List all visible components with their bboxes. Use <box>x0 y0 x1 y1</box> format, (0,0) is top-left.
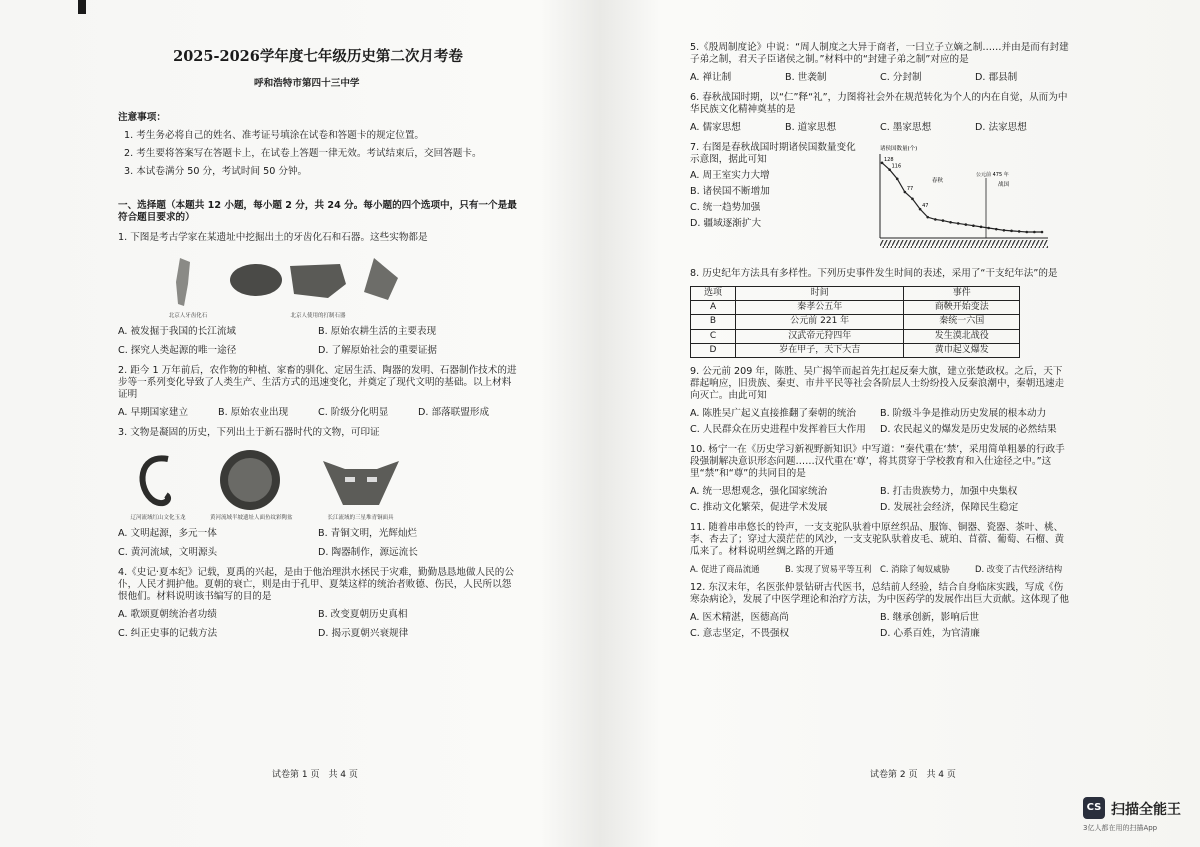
question-text: 7. 右图是春秋战国时期诸侯国数量变化示意图，据此可知 <box>690 141 856 165</box>
page-1-footer: 试卷第 1 页 共 4 页 <box>272 770 358 780</box>
question-1-images <box>158 254 518 320</box>
options <box>690 408 1070 436</box>
question-text: 6. 春秋战国时期，以“仁”释“礼”，力图将社会外在规范转化为个人的内在自觉，从而为中华民族文化精神奠基的是 <box>690 91 1068 115</box>
question-12 <box>690 582 1070 640</box>
y-axis-label: 诸侯国数量(个) <box>880 145 918 152</box>
table-cell: 汉武帝元狩四年 <box>736 329 904 343</box>
figure-caption: 北京人使用的打制石器 <box>290 312 346 319</box>
option-b: B. 诸侯国不断增加 <box>690 185 770 197</box>
data-point <box>995 228 998 231</box>
notice-item: 1. 考生务必将自己的姓名、准考证号填涂在试卷和答题卡的规定位置。 <box>124 130 425 142</box>
table-row <box>691 343 1020 357</box>
page-2 <box>690 42 1070 640</box>
data-point <box>980 225 983 228</box>
option-c: C. 推动文化繁荣，促进学术发展 <box>690 502 828 513</box>
option-d: D. 发展社会经济，保障民生稳定 <box>880 502 1019 513</box>
question-11 <box>690 522 1070 574</box>
option-d: D. 心系百姓，为官清廉 <box>880 628 980 640</box>
option-b: B. 道家思想 <box>785 121 837 133</box>
question-text: 2. 距今 1 万年前后，农作物的种植、家畜的驯化、定居生活、陶器的发明、石器制作技术的进步等一系列变化导致了人类生产、生活方式的迅速变化，并奠定了现代文明的基础。以上材料证明 <box>118 364 517 400</box>
table-cell: 发生漠北战役 <box>904 329 1020 343</box>
question-3-images <box>128 449 518 522</box>
option-d: D. 揭示夏朝兴衰规律 <box>318 627 409 639</box>
notice-item: 2. 考生要将答案写在答题卡上，在试卷上答题一律无效。考试结束后，交回答题卡。 <box>124 148 482 160</box>
data-label: 77 <box>906 185 914 192</box>
table-row <box>691 301 1020 315</box>
table-cell: 公元前 221 年 <box>736 315 904 329</box>
data-point <box>934 218 937 221</box>
data-label: 47 <box>922 203 929 210</box>
option-d: D. 农民起义的爆发是历史发展的必然结果 <box>880 424 1057 436</box>
question-text: 11. 随着串串悠长的铃声，一支支驼队驮着中原丝织品、服饰、铜器、瓷器、茶叶、桃、李、杏去了；穿过大漠茫茫的风沙，一支支驼队驮着皮毛、琥珀、苜蓿、葡萄、石榴、黄瓜来了。材料说明丝绸之路的开通 <box>690 521 1065 557</box>
table-cell: 黄巾起义爆发 <box>904 343 1020 357</box>
option-b: B. 原始农业出现 <box>218 406 289 418</box>
figure-caption: 黄河流域半坡遗址人面鱼纹彩陶盆 <box>210 514 293 521</box>
data-point <box>949 221 952 224</box>
data-point <box>881 161 884 164</box>
option-d: D. 改变了古代经济结构 <box>975 563 1063 574</box>
option-a: A. 儒家思想 <box>690 121 741 133</box>
option-a: A. 医术精湛，医德高尚 <box>690 612 789 624</box>
table-header: 事件 <box>904 286 1020 300</box>
option-b: B. 原始农耕生活的主要表现 <box>318 325 437 337</box>
option-b: B. 世袭制 <box>785 71 827 83</box>
option-c: C. 人民群众在历史进程中发挥着巨大作用 <box>690 424 866 436</box>
data-point <box>972 224 975 227</box>
option-c: C. 纠正史事的记载方法 <box>118 627 218 639</box>
table-row <box>691 329 1020 343</box>
option-c: C. 意志坚定，不畏强权 <box>690 628 790 640</box>
scanner-app-name: 扫描全能王 <box>1111 802 1181 818</box>
options <box>690 564 1070 575</box>
school-name: 呼和浩特市第四十三中学 <box>254 78 360 90</box>
option-a: A. 陈胜吴广起义直接推翻了秦朝的统治 <box>690 408 856 420</box>
data-point <box>1003 229 1006 232</box>
data-point <box>1033 231 1036 234</box>
x-tick-labels <box>880 240 1048 248</box>
jade-dragon-figure <box>128 449 188 522</box>
data-point <box>942 219 945 222</box>
option-b: B. 青铜文明，光辉灿烂 <box>318 527 418 539</box>
data-point <box>904 191 907 194</box>
question-text: 5.《殷周制度论》中说：“周人制度之大异于商者，一曰立子立嫡之制……并由是而有封建子弟之制，君天子臣诸侯之制。”材料中的“封建子弟之制”对应的是 <box>690 42 1069 65</box>
option-a: A. 歌颂夏朝统治者功绩 <box>118 608 217 620</box>
bronze-mask-figure <box>315 449 407 522</box>
option-b: B. 继承创新，影响后世 <box>880 612 980 624</box>
data-point <box>919 208 922 211</box>
question-6 <box>690 92 1070 134</box>
option-c: C. 分封制 <box>880 71 922 83</box>
data-point <box>1010 229 1013 232</box>
option-a: A. 统一思想观念，强化国家统治 <box>690 486 828 498</box>
data-point <box>1041 231 1044 234</box>
tooth-fossil-figure <box>158 254 218 320</box>
question-4 <box>118 567 518 640</box>
question-5 <box>690 42 1070 84</box>
options <box>690 612 1070 640</box>
notice-list <box>118 130 518 178</box>
question-text: 8. 历史纪年方法具有多样性。下列历史事件发生时间的表述，采用了“干支纪年法”的是 <box>690 267 1058 279</box>
stone-tools-image <box>228 254 408 309</box>
data-point <box>888 168 891 171</box>
figure-caption: 辽河流域红山文化玉龙 <box>130 514 186 521</box>
options <box>118 407 518 419</box>
options <box>118 326 518 357</box>
data-labels <box>884 157 928 209</box>
exam-title: 2025-2026学年度七年级历史第二次月考卷 <box>173 48 463 65</box>
pottery-basin-figure <box>210 449 293 522</box>
notice-item: 3. 本试卷满分 50 分，考试时间 50 分钟。 <box>124 166 308 178</box>
table-header-row <box>691 286 1020 300</box>
data-point <box>911 197 914 200</box>
figure-caption: 长江流域的三星堆青铜面具 <box>327 514 394 521</box>
notice-heading: 注意事项： <box>118 112 166 124</box>
option-a: A. 禅让制 <box>690 71 732 83</box>
option-a: A. 文明起源，多元一体 <box>118 527 217 539</box>
scanner-logo-icon: CS <box>1083 797 1105 819</box>
tooth-fossil-image <box>158 254 218 309</box>
option-c: C. 阶级分化明显 <box>318 406 389 418</box>
table-header: 时间 <box>736 286 904 300</box>
option-d: D. 部落联盟形成 <box>418 406 490 418</box>
options <box>118 528 518 559</box>
page-2-footer: 试卷第 2 页 共 4 页 <box>870 770 956 780</box>
state-count-chart <box>872 142 1052 258</box>
data-point <box>987 227 990 230</box>
option-b: B. 实现了贸易平等互利 <box>785 563 872 574</box>
option-a: A. 周王室实力大增 <box>690 169 770 181</box>
table-row <box>691 315 1020 329</box>
question-text: 10. 杨宁一在《历史学习新视野新知识》中写道：“秦代重在‘禁’，采用简单粗暴的行政手段强制解决意识形态问题……汉代重在‘尊’，将其贯穿于学校教育和入仕途径之中。”这里“禁”和“尊”的共同目的是 <box>690 444 1065 480</box>
question-10 <box>690 444 1070 514</box>
option-b: B. 阶级斗争是推动历史发展的根本动力 <box>880 408 1047 420</box>
option-c: C. 消除了匈奴威胁 <box>880 563 950 574</box>
option-d: D. 陶器制作，源远流长 <box>318 546 418 558</box>
scanner-tagline: 3亿人都在用的扫描App <box>1083 824 1158 832</box>
question-7 <box>690 142 1070 260</box>
option-c: C. 统一趋势加强 <box>690 201 761 213</box>
question-text: 9. 公元前 209 年，陈胜、吴广揭竿而起首先扛起反秦大旗，建立张楚政权。之后，天下群起响应，旧贵族、秦吏、市井平民等社会各阶层人士纷纷投入反秦浪潮中，秦朝迅速走向灭亡。由此可知 <box>690 366 1065 402</box>
table-cell: 商鞅开始变法 <box>904 301 1020 315</box>
options <box>118 609 518 640</box>
binding-mark <box>78 0 86 14</box>
data-label: 128 <box>884 156 894 163</box>
table-cell: 秦统一六国 <box>904 315 1020 329</box>
question-3 <box>118 427 518 559</box>
option-d: D. 法家思想 <box>975 121 1027 133</box>
option-a: A. 被发掘于我国的长江流域 <box>118 325 237 337</box>
question-text: 12. 东汉末年，名医张仲景钻研古代医书，总结前人经验，结合自身临床实践，写成《伤寒杂病论》，发展了中医学理论和治疗方法，为中医药学的发展作出巨大贡献。这体现了他 <box>690 582 1069 606</box>
data-point <box>1025 231 1028 234</box>
option-c: C. 墨家思想 <box>880 121 932 133</box>
option-b: B. 改变夏朝历史真相 <box>318 608 408 620</box>
table-cell: B <box>691 315 736 329</box>
option-c: C. 探究人类起源的唯一途径 <box>118 344 237 356</box>
series-points <box>881 161 1044 233</box>
option-b: B. 打击贵族势力，加强中央集权 <box>880 486 1018 498</box>
bronze-mask-image <box>315 449 407 511</box>
series-line <box>882 163 1042 232</box>
data-point <box>926 216 929 219</box>
question-text: 3. 文物是凝固的历史，下列出土于新石器时代的文物，可印证 <box>118 426 380 438</box>
table-cell: C <box>691 329 736 343</box>
state-count-chart-svg <box>872 142 1052 254</box>
annotation-warring-states: 战国 <box>998 181 1010 188</box>
table-cell: 秦孝公五年 <box>736 301 904 315</box>
data-point <box>896 177 899 180</box>
table-cell: 岁在甲子，天下大吉 <box>736 343 904 357</box>
option-a: A. 早期国家建立 <box>118 406 189 418</box>
options <box>690 72 1070 84</box>
question-2 <box>118 365 518 419</box>
pottery-basin-image <box>210 449 290 511</box>
section-heading: 一、选择题（本题共 12 小题，每小题 2 分，共 24 分。每小题的四个选项中，只有一个是最符合题目要求的） <box>118 200 517 224</box>
option-c: C. 黄河流域，文明源头 <box>118 546 218 558</box>
options <box>690 486 1070 514</box>
page-1 <box>118 36 518 640</box>
option-d: D. 了解原始社会的重要证据 <box>318 344 438 356</box>
option-a: A. 促进了商品流通 <box>690 563 760 574</box>
era-table <box>690 286 1020 358</box>
table-cell: D <box>691 343 736 357</box>
question-text: 1. 下图是考古学家在某遗址中挖掘出土的牙齿化石和石器。这些实物都是 <box>118 232 428 244</box>
question-text: 4.《史记·夏本纪》记载，夏禹的兴起，是由于他治理洪水拯民于灾难，勤勤恳恳地做人民的公仆，人民才拥护他。夏朝的衰亡，则是由于孔甲、夏桀这样的统治者败德、伤民，人民所以怨恨他们。材料说明该书编写的目的是 <box>118 566 514 602</box>
jade-dragon-image <box>128 449 188 511</box>
question-9 <box>690 366 1070 436</box>
data-point <box>1018 230 1021 233</box>
data-point <box>957 222 960 225</box>
figure-caption: 北京人牙齿化石 <box>168 312 208 319</box>
options <box>690 122 1070 134</box>
annotation-spring-autumn: 春秋 <box>932 177 944 184</box>
stone-tools-figure <box>228 254 408 320</box>
table-cell: A <box>691 301 736 315</box>
option-d: D. 疆域逐渐扩大 <box>690 217 762 229</box>
option-d: D. 郡县制 <box>975 71 1018 83</box>
annotation-475bc: 公元前 475 年 <box>976 171 1009 178</box>
question-8 <box>690 268 1070 358</box>
data-point <box>965 223 968 226</box>
question-1 <box>118 232 518 357</box>
table-header: 选项 <box>691 286 736 300</box>
data-label: 116 <box>891 163 902 170</box>
